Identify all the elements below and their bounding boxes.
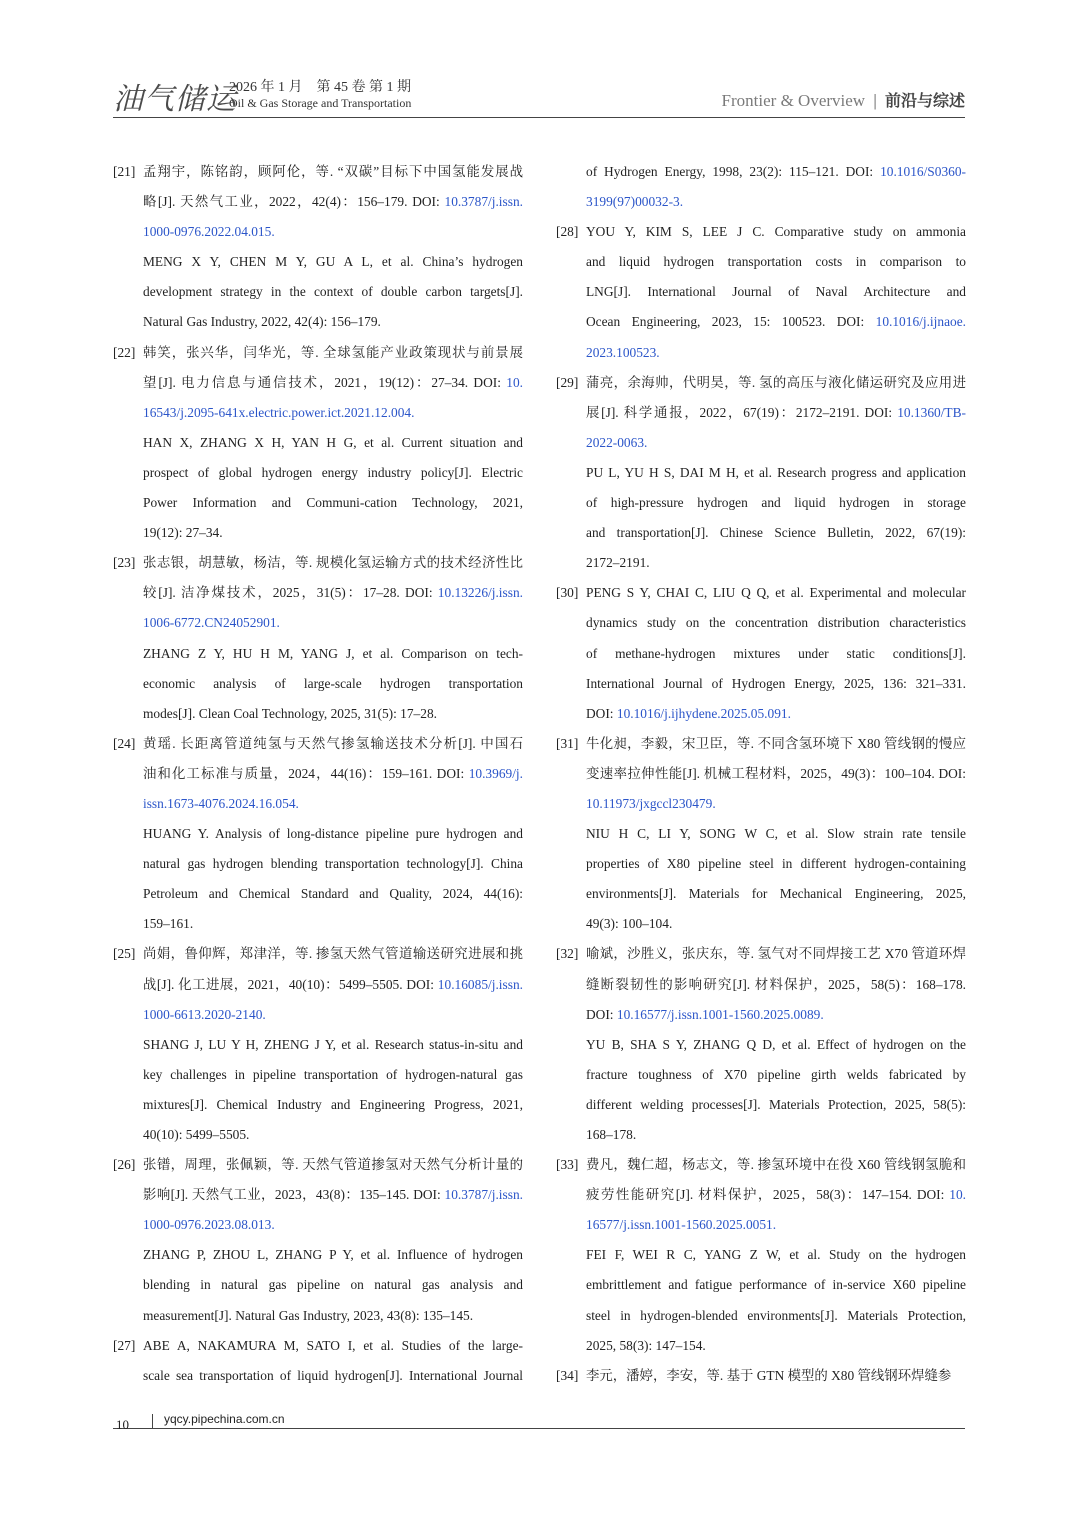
- reference-translation-line: [586, 909, 966, 939]
- reference-text: development strategy in the context of double carbon targets[J].: [143, 284, 523, 300]
- doi-link[interactable]: 16577/j.issn.1001-1560.2025.0051.: [586, 1217, 777, 1233]
- reference-text: PU L, YU H S, DAI M H, et al. Research progress and application: [586, 464, 966, 480]
- reference-text: 战[J]. 化工进展，2021，40(10)：5499–5505. DOI:: [143, 976, 438, 992]
- reference-text: International Journal of Hydrogen Energy, 2025, 136: 321–331.: [586, 675, 966, 691]
- reference-text: steel in hydrogen-blended environments[J]. Materials Protection,: [586, 1307, 966, 1323]
- reference-translation-line: [143, 247, 523, 277]
- reference-text: 油和化工标准与质量，2024，44(16)：159–161. DOI:: [143, 765, 469, 781]
- doi-link[interactable]: 10.3787/j.issn.: [444, 194, 523, 210]
- reference-translation-line: [143, 488, 523, 518]
- reference-number: [25]: [113, 946, 136, 962]
- section-separator: |: [873, 91, 877, 110]
- reference-line: [586, 939, 966, 969]
- reference-text: environments[J]. Materials for Mechanical Engineering, 2025,: [586, 886, 966, 902]
- issue-info: 2026 年 1 月 第 45 卷 第 1 期: [229, 80, 411, 95]
- reference-translation-line: [143, 1060, 523, 1090]
- reference-translation-line: [143, 879, 523, 909]
- reference-entry: [556, 1361, 966, 1391]
- reference-text: HAN X, ZHANG X H, YAN H G, et al. Current situation and: [143, 434, 523, 450]
- reference-text: HUANG Y. Analysis of long-distance pipeline pure hydrogen and: [143, 826, 523, 842]
- reference-translation-line: [586, 1030, 966, 1060]
- reference-text: fracture toughness of X70 pipeline girth welds fabricated by: [586, 1066, 966, 1082]
- reference-entry: [556, 217, 966, 367]
- reference-entry: [113, 548, 523, 729]
- reference-translation-line: [143, 1301, 523, 1331]
- journal-name-en: Oil & Gas Storage and Transportation: [229, 96, 412, 110]
- doi-link[interactable]: 10.1360/TB-: [897, 404, 966, 420]
- doi-link[interactable]: 10.: [506, 374, 523, 390]
- reference-number: [31]: [556, 735, 579, 751]
- reference-entry: [556, 157, 966, 217]
- reference-line: [586, 307, 966, 337]
- reference-text: Petroleum and Chemical Standard and Quality, 2024, 44(16):: [143, 886, 523, 902]
- doi-link[interactable]: 10.16085/j.issn.: [437, 976, 523, 992]
- reference-column-right: [556, 157, 966, 1391]
- reference-text: PENG S Y, CHAI C, LIU Q Q, et al. Experimental and molecular: [586, 585, 966, 601]
- reference-entry: [113, 939, 523, 1150]
- reference-translation-line: [586, 1270, 966, 1300]
- reference-translation-line: [143, 1030, 523, 1060]
- reference-line: [586, 789, 966, 819]
- reference-entry: [556, 729, 966, 940]
- doi-link[interactable]: 10.: [949, 1187, 966, 1203]
- reference-line: [586, 608, 966, 638]
- reference-line: [586, 398, 966, 428]
- doi-link[interactable]: issn.1673-4076.2024.16.054.: [143, 795, 299, 811]
- reference-text: 张志银，胡慧敏，杨洁，等. 规模化氢运输方式的技术经济性比: [143, 555, 523, 571]
- reference-text: DOI:: [586, 705, 617, 721]
- reference-translation-line: [143, 518, 523, 548]
- reference-text: 尚娟，鲁仰辉，郑津洋，等. 掺氢天然气管道输送研究进展和挑: [143, 946, 523, 962]
- footer-divider: [152, 1414, 153, 1429]
- reference-entry: [113, 338, 523, 549]
- reference-text: 韩笑，张兴华，闫华光，等. 全球氢能产业政策现状与前景展: [143, 344, 523, 360]
- reference-text: and transportation[J]. Chinese Science Bulletin, 2022, 67(19):: [586, 525, 966, 541]
- doi-link[interactable]: 10.3969/j.: [468, 765, 523, 781]
- reference-translation-line: [143, 699, 523, 729]
- reference-text: 蒲亮，余海帅，代明昊，等. 氢的高压与液化储运研究及应用进: [586, 374, 966, 390]
- reference-line: [143, 608, 523, 638]
- reference-text: mixtures[J]. Chemical Industry and Engineering Progress, 2021,: [143, 1096, 523, 1112]
- reference-entry: [113, 1331, 523, 1391]
- reference-number: [34]: [556, 1367, 579, 1383]
- reference-text: ZHANG P, ZHOU L, ZHANG P Y, et al. Influence of hydrogen: [143, 1247, 523, 1263]
- reference-text: modes[J]. Clean Coal Technology, 2025, 31(5): 17–28.: [143, 705, 437, 721]
- reference-entry: [556, 578, 966, 728]
- reference-text: FEI F, WEI R C, YANG Z W, et al. Study on the hydrogen: [586, 1247, 966, 1263]
- reference-line: [143, 759, 523, 789]
- reference-translation-line: [143, 277, 523, 307]
- reference-line: [143, 187, 523, 217]
- reference-text: economic analysis of large-scale hydrogen transportation: [143, 675, 523, 691]
- reference-text: 较[J]. 洁净煤技术，2025，31(5)：17–28. DOI:: [143, 585, 438, 601]
- reference-entry: [556, 939, 966, 1150]
- doi-link[interactable]: 10.1016/j.ijhydene.2025.05.091.: [616, 705, 791, 721]
- reference-text: 孟翔宇，陈铭韵，顾阿伦，等. “双碳”目标下中国氢能发展战: [143, 164, 523, 179]
- reference-translation-line: [586, 879, 966, 909]
- reference-translation-line: [586, 548, 966, 578]
- page-header: [113, 72, 965, 118]
- reference-translation-line: [143, 1090, 523, 1120]
- reference-line: [586, 368, 966, 398]
- reference-entry: [113, 729, 523, 940]
- doi-link[interactable]: 3199(97)00032-3.: [586, 194, 684, 210]
- reference-translation-line: [143, 1120, 523, 1150]
- reference-number: [30]: [556, 585, 579, 601]
- reference-number: [21]: [113, 164, 136, 179]
- reference-text: DOI:: [586, 1006, 617, 1022]
- doi-link[interactable]: 1000-6613.2020-2140.: [143, 1006, 266, 1022]
- reference-text: NIU H C, LI Y, SONG W C, et al. Slow strain rate tensile: [586, 826, 966, 842]
- reference-line: [143, 398, 523, 428]
- doi-link[interactable]: 10.3787/j.issn.: [444, 1187, 523, 1203]
- reference-line: [586, 669, 966, 699]
- reference-text: and liquid hydrogen transportation costs in comparison to: [586, 254, 966, 270]
- reference-line: [586, 759, 966, 789]
- reference-text: YU B, SHA S Y, ZHANG Q D, et al. Effect of hydrogen on the: [586, 1036, 966, 1052]
- reference-text: 李元，潘婷，李安，等. 基于 GTN 模型的 X80 管线钢环焊缝参: [586, 1367, 952, 1383]
- reference-line: [586, 1000, 966, 1030]
- reference-line: [143, 368, 523, 398]
- reference-line: [586, 157, 966, 187]
- reference-line: [143, 789, 523, 819]
- reference-text: ABE A, NAKAMURA M, SATO I, et al. Studies of the large-: [143, 1337, 523, 1353]
- reference-line: [143, 729, 523, 759]
- reference-number: [32]: [556, 946, 579, 962]
- reference-text: 展[J]. 科学通报，2022，67(19)：2172–2191. DOI:: [586, 404, 898, 420]
- reference-entry: [556, 368, 966, 579]
- reference-text: 2172–2191.: [586, 555, 650, 571]
- reference-text: YOU Y, KIM S, LEE J C. Comparative study on ammonia: [586, 224, 966, 240]
- reference-translation-line: [586, 488, 966, 518]
- reference-line: [586, 578, 966, 608]
- reference-translation-line: [143, 1270, 523, 1300]
- reference-line: [143, 970, 523, 1000]
- reference-translation-line: [586, 819, 966, 849]
- reference-text: different welding processes[J]. Materials Protection, 2025, 58(5):: [586, 1096, 966, 1112]
- reference-translation-line: [143, 849, 523, 879]
- reference-translation-line: [586, 1301, 966, 1331]
- reference-line: [143, 1150, 523, 1180]
- reference-number: [33]: [556, 1157, 579, 1173]
- reference-text: 2025, 58(3): 147–154.: [586, 1337, 706, 1353]
- journal-logo: 油气储运: [113, 82, 237, 117]
- reference-line: [143, 578, 523, 608]
- reference-entry: [113, 157, 523, 338]
- reference-line: [143, 939, 523, 969]
- reference-line: [143, 548, 523, 578]
- reference-translation-line: [143, 458, 523, 488]
- page-number: 10: [116, 1417, 129, 1432]
- reference-text: measurement[J]. Natural Gas Industry, 2023, 43(8): 135–145.: [143, 1307, 474, 1323]
- reference-translation-line: [143, 819, 523, 849]
- reference-line: [143, 217, 523, 247]
- reference-text: of methane-hydrogen mixtures under static conditions[J].: [586, 645, 966, 661]
- reference-translation-line: [586, 1331, 966, 1361]
- reference-line: [143, 1331, 523, 1361]
- reference-text: 喻斌，沙胜义，张庆东，等. 氢气对不同焊接工艺 X70 管道环焊: [586, 946, 966, 962]
- doi-link[interactable]: 10.16577/j.issn.1001-1560.2025.0089.: [616, 1006, 824, 1022]
- doi-link[interactable]: 10.1016/S0360-: [880, 164, 966, 179]
- doi-link[interactable]: 10.1016/j.ijnaoe.: [875, 314, 966, 330]
- section-title: [722, 88, 965, 111]
- header-rule: [113, 117, 965, 118]
- doi-link[interactable]: 10.13226/j.issn.: [437, 585, 523, 601]
- reference-column-left: [113, 157, 523, 1391]
- reference-text: Natural Gas Industry, 2022, 42(4): 156–179.: [143, 314, 381, 330]
- reference-text: 疲劳性能研究[J]. 材料保护，2025，58(3)：147–154. DOI:: [586, 1187, 950, 1203]
- reference-translation-line: [143, 909, 523, 939]
- reference-text: of Hydrogen Energy, 1998, 23(2): 115–121. DOI:: [586, 164, 881, 179]
- reference-line: [586, 1210, 966, 1240]
- reference-line: [586, 1180, 966, 1210]
- reference-number: [26]: [113, 1157, 136, 1173]
- reference-translation-line: [143, 669, 523, 699]
- reference-line: [586, 187, 966, 217]
- reference-text: 望[J]. 电力信息与通信技术，2021，19(12)：27–34. DOI:: [143, 374, 507, 390]
- reference-text: key challenges in pipeline transportation of hydrogen-natural gas: [143, 1066, 523, 1082]
- reference-line: [143, 1000, 523, 1030]
- reference-text: 略[J]. 天然气工业，2022，42(4)：156–179. DOI:: [143, 194, 445, 210]
- reference-line: [586, 970, 966, 1000]
- reference-text: MENG X Y, CHEN M Y, GU A L, et al. China’s hydrogen: [143, 254, 523, 270]
- reference-entry: [113, 1150, 523, 1331]
- reference-text: Power Information and Communi-cation Technology, 2021,: [143, 495, 523, 511]
- reference-text: 费凡，魏仁超，杨志文，等. 掺氢环境中在役 X60 管线钢氢脆和: [586, 1157, 966, 1173]
- reference-translation-line: [586, 1240, 966, 1270]
- reference-translation-line: [143, 639, 523, 669]
- reference-number: [28]: [556, 224, 579, 240]
- reference-text: prospect of global hydrogen energy industry policy[J]. Electric: [143, 464, 523, 480]
- reference-translation-line: [143, 1240, 523, 1270]
- reference-line: [586, 699, 966, 729]
- reference-number: [22]: [113, 344, 136, 360]
- reference-line: [586, 217, 966, 247]
- reference-translation-line: [143, 428, 523, 458]
- doi-link[interactable]: 2023.100523.: [586, 344, 660, 360]
- doi-link[interactable]: 16543/j.2095-641x.electric.power.ict.2021.12.004.: [143, 404, 415, 420]
- reference-text: 影响[J]. 天然气工业，2023，43(8)：135–145. DOI:: [143, 1187, 445, 1203]
- section-title-cn: 前沿与综述: [884, 91, 965, 110]
- reference-text: scale sea transportation of liquid hydrogen[J]. International Journal: [143, 1367, 523, 1383]
- doi-link[interactable]: 1000-0976.2022.04.015.: [143, 224, 275, 240]
- reference-text: embrittlement and fatigue performance of in-service X60 pipeline: [586, 1277, 966, 1293]
- reference-line: [586, 639, 966, 669]
- reference-line: [143, 1180, 523, 1210]
- reference-translation-line: [143, 307, 523, 337]
- reference-translation-line: [586, 1060, 966, 1090]
- doi-link[interactable]: 2022-0063.: [586, 434, 648, 450]
- footer-rule: [113, 1428, 965, 1429]
- reference-text: ZHANG Z Y, HU H M, YANG J, et al. Comparison on tech-: [143, 645, 523, 661]
- reference-number: [24]: [113, 735, 136, 751]
- reference-line: [586, 1150, 966, 1180]
- reference-text: 19(12): 27–34.: [143, 525, 223, 541]
- reference-text: 缝断裂韧性的影响研究[J]. 材料保护，2025，58(5)：168–178.: [586, 976, 966, 992]
- reference-line: [586, 428, 966, 458]
- reference-translation-line: [586, 849, 966, 879]
- section-title-en: Frontier & Overview: [721, 91, 866, 110]
- reference-text: 49(3): 100–104.: [586, 916, 673, 932]
- reference-translation-line: [586, 1090, 966, 1120]
- reference-text: of high-pressure hydrogen and liquid hydrogen in storage: [586, 495, 966, 511]
- reference-line: [143, 338, 523, 368]
- reference-translation-line: [586, 1120, 966, 1150]
- reference-line: [586, 338, 966, 368]
- reference-line: [143, 157, 523, 187]
- reference-text: 变速率拉伸性能[J]. 机械工程材料，2025，49(3)：100–104. DOI:: [586, 765, 966, 781]
- reference-text: natural gas hydrogen blending transportation technology[J]. China: [143, 856, 523, 872]
- reference-text: 168–178.: [586, 1127, 637, 1142]
- reference-number: [23]: [113, 555, 136, 571]
- reference-text: blending in natural gas pipeline on natural gas analysis and: [143, 1277, 523, 1293]
- reference-text: 40(10): 5499–5505.: [143, 1127, 250, 1142]
- reference-line: [586, 729, 966, 759]
- reference-number: [29]: [556, 374, 579, 390]
- reference-text: 张镨，周理，张佩颖，等. 天然气管道掺氢对天然气分析计量的: [143, 1157, 523, 1173]
- reference-line: [586, 1361, 966, 1391]
- reference-text: Ocean Engineering, 2023, 15: 100523. DOI:: [586, 314, 876, 330]
- doi-link[interactable]: 10.11973/jxgccl230479.: [586, 795, 716, 811]
- reference-line: [143, 1210, 523, 1240]
- reference-number: [27]: [113, 1337, 136, 1353]
- reference-line: [586, 277, 966, 307]
- journal-website[interactable]: yqcy.pipechina.com.cn: [164, 1412, 285, 1426]
- reference-translation-line: [586, 518, 966, 548]
- reference-text: 159–161.: [143, 916, 194, 932]
- reference-text: 牛化昶，李毅，宋卫臣，等. 不同含氢环境下 X80 管线钢的慢应: [586, 735, 966, 751]
- reference-line: [586, 247, 966, 277]
- reference-line: [143, 1361, 523, 1391]
- doi-link[interactable]: 1000-0976.2023.08.013.: [143, 1217, 275, 1233]
- reference-entry: [556, 1150, 966, 1361]
- reference-text: LNG[J]. International Journal of Naval Architecture and: [586, 284, 966, 300]
- reference-translation-line: [586, 458, 966, 488]
- reference-text: dynamics study on the concentration distribution characteristics: [586, 615, 966, 631]
- reference-text: SHANG J, LU Y H, ZHENG J Y, et al. Research status-in-situ and: [143, 1036, 523, 1052]
- reference-text: properties of X80 pipeline steel in different hydrogen-containing: [586, 856, 966, 872]
- doi-link[interactable]: 1006-6772.CN24052901.: [143, 615, 280, 631]
- reference-text: 黄瑶. 长距离管道纯氢与天然气掺氢输送技术分析[J]. 中国石: [143, 735, 523, 751]
